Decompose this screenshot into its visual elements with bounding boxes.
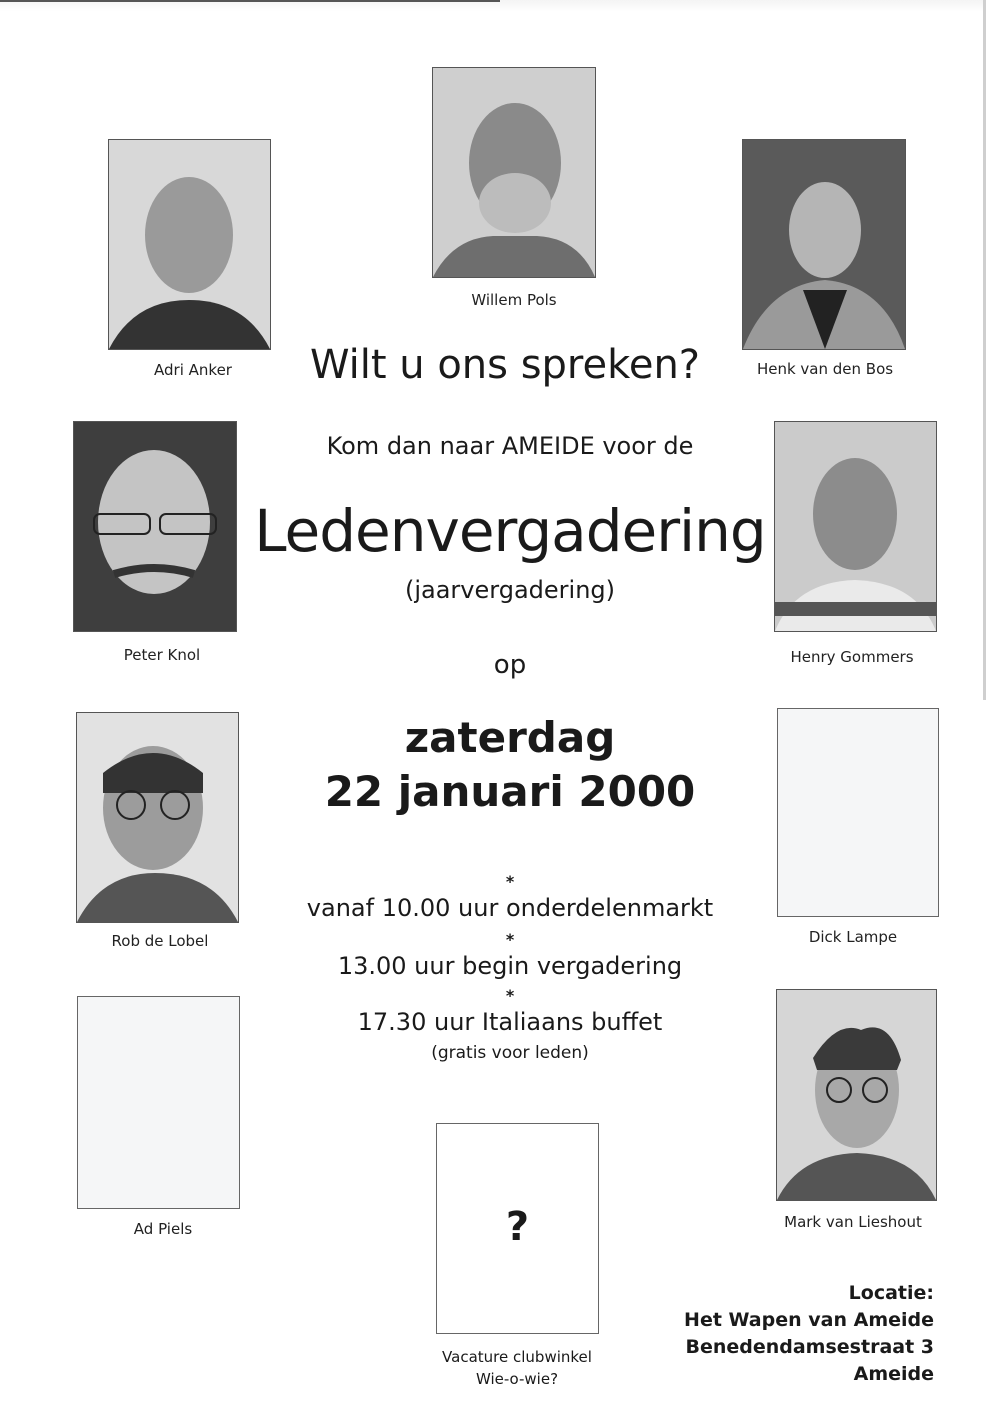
caption-peter-knol: Peter Knol (123, 646, 201, 664)
photo-placeholder-dick-lampe (777, 708, 939, 917)
photo-peter-knol (73, 421, 237, 632)
location-block (684, 1280, 934, 1388)
caption-henry-gommers: Henry Gommers (790, 648, 914, 666)
vacancy-caption (405, 1346, 629, 1390)
caption-henk-van-den-bos: Henk van den Bos (756, 360, 894, 378)
location-venue: Het Wapen van Ameide (684, 1309, 934, 1331)
caption-dick-lampe: Dick Lampe (808, 928, 898, 946)
location-city: Ameide (853, 1363, 934, 1385)
caption-willem-pols: Willem Pols (471, 291, 557, 309)
top-edge (0, 0, 986, 12)
op-text: op (493, 650, 527, 680)
photo-willem-pols (432, 67, 596, 278)
caption-rob-de-lobel: Rob de Lobel (111, 932, 209, 950)
photo-adri-anker (108, 139, 271, 350)
photo-placeholder-ad-piels (77, 996, 240, 1209)
schedule-item: 17.30 uur Italiaans buffet (357, 1008, 663, 1036)
schedule-item: vanaf 10.00 uur onderdelenmarkt (306, 894, 714, 922)
headline: Wilt u ons spreken? (309, 342, 701, 388)
bullet-star: * (505, 872, 515, 891)
schedule-item: 13.00 uur begin vergadering (337, 952, 683, 980)
location-label: Locatie: (848, 1282, 934, 1304)
photo-rob-de-lobel (76, 712, 239, 923)
photo-henry-gommers (774, 421, 937, 632)
caption-adri-anker: Adri Anker (154, 361, 232, 379)
bullet-star: * (505, 930, 515, 949)
date-full: 22 januari 2000 (324, 767, 696, 816)
vacancy-line-1: Vacature clubwinkel (442, 1348, 592, 1366)
vacancy-line-2: Wie-o-wie? (475, 1370, 559, 1388)
date-weekday: zaterdag (404, 713, 616, 762)
subline: Kom dan naar AMEIDE voor de (326, 432, 694, 460)
caption-mark-van-lieshout: Mark van Lieshout (784, 1213, 922, 1231)
photo-mark-van-lieshout (776, 989, 937, 1201)
question-mark: ? (505, 1204, 530, 1250)
free-for-members-note: (gratis voor leden) (431, 1043, 589, 1063)
photo-henk-van-den-bos (742, 139, 906, 350)
bullet-star: * (505, 986, 515, 1005)
vacancy-placeholder (436, 1123, 599, 1334)
caption-ad-piels: Ad Piels (133, 1220, 193, 1238)
event-title: Ledenvergadering (254, 497, 766, 565)
location-street: Benedendamsestraat 3 (685, 1336, 934, 1358)
event-subtitle: (jaarvergadering) (404, 576, 615, 604)
